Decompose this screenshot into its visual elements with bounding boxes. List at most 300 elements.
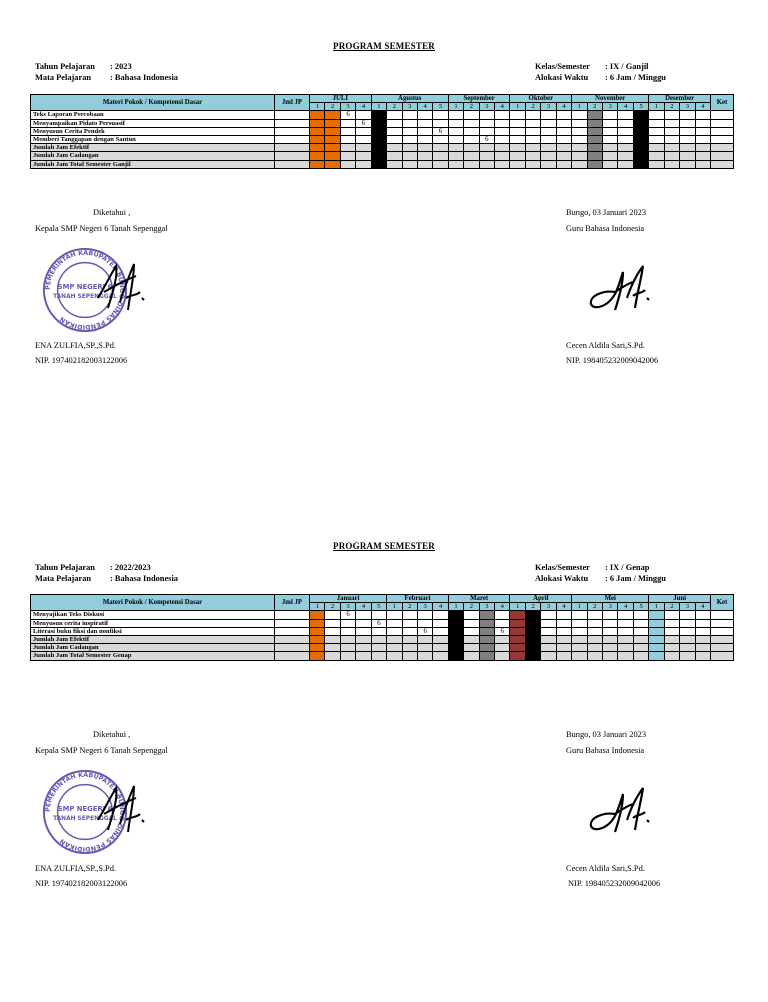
table-row <box>31 127 734 135</box>
week-header: 1 <box>387 603 402 611</box>
meta-left <box>35 61 178 83</box>
week-header: 3 <box>417 603 432 611</box>
row-label: Literasi buku fiksi dan nonfiksi <box>31 627 275 635</box>
week-cell <box>417 152 432 160</box>
table-row <box>31 160 734 168</box>
meta-right <box>535 562 666 584</box>
week-header: 2 <box>525 103 540 111</box>
week-cell <box>556 635 571 643</box>
week-cell <box>402 635 417 643</box>
week-cell <box>448 144 463 152</box>
month-header: Desember <box>649 95 711 103</box>
week-header: 2 <box>402 603 417 611</box>
mapel-label: Mata Pelajaran <box>35 574 92 583</box>
week-cell <box>572 627 587 635</box>
week-cell <box>387 119 402 127</box>
week-cell <box>572 119 587 127</box>
row-ket <box>711 111 734 119</box>
week-header: 3 <box>541 103 556 111</box>
week-cell <box>618 111 633 119</box>
week-cell <box>417 619 432 627</box>
row-label: Jumlah Jam Efektif <box>31 635 275 643</box>
week-cell <box>325 652 340 660</box>
week-cell <box>387 152 402 160</box>
svg-text:SMP NEGERI 6: SMP NEGERI 6 <box>57 283 113 292</box>
week-cell <box>417 135 432 143</box>
week-cell <box>340 619 355 627</box>
week-cell <box>541 127 556 135</box>
tahun-value: : 2023 <box>110 62 132 71</box>
week-cell <box>572 144 587 152</box>
week-cell <box>556 144 571 152</box>
week-header: 3 <box>479 103 494 111</box>
week-cell <box>510 127 525 135</box>
week-cell <box>695 644 710 652</box>
right-place-date: Bungo, 03 Januari 2023 <box>566 730 647 739</box>
row-jp <box>275 111 310 119</box>
table-row <box>31 611 734 619</box>
week-cell <box>387 160 402 168</box>
kelas-label: Kelas/Semester <box>535 563 590 572</box>
week-cell <box>310 627 325 635</box>
week-cell <box>325 119 340 127</box>
week-cell <box>603 652 618 660</box>
week-cell <box>541 652 556 660</box>
week-cell <box>556 652 571 660</box>
week-cell <box>417 127 432 135</box>
kelas-label: Kelas/Semester <box>535 62 590 71</box>
week-cell <box>510 135 525 143</box>
left-name: ENA ZULFIA,SP.,S.Pd. <box>35 864 116 873</box>
week-cell <box>510 635 525 643</box>
row-jp <box>275 652 310 660</box>
week-cell <box>417 635 432 643</box>
week-cell <box>510 119 525 127</box>
week-header: 4 <box>695 603 710 611</box>
week-header: 4 <box>433 603 448 611</box>
week-cell <box>340 152 355 160</box>
week-cell <box>402 652 417 660</box>
week-cell <box>695 119 710 127</box>
headmaster-signature-icon <box>90 780 150 840</box>
week-cell <box>510 160 525 168</box>
week-cell <box>587 144 602 152</box>
week-cell <box>387 644 402 652</box>
week-cell <box>680 127 695 135</box>
week-cell <box>402 144 417 152</box>
week-cell <box>680 160 695 168</box>
kelas-value: : IX / Ganjil <box>605 62 649 71</box>
week-cell <box>633 619 648 627</box>
week-cell <box>387 611 402 619</box>
week-cell <box>664 627 679 635</box>
week-cell <box>325 111 340 119</box>
row-ket <box>711 635 734 643</box>
row-label: Jumlah Jam Total Semester Genap <box>31 652 275 660</box>
svg-text:PEMERINTAH KABUPATEN BUNGO DIN: PEMERINTAH KABUPATEN BUNGO DINAS PENDIDIKAN <box>44 771 126 853</box>
week-cell <box>556 160 571 168</box>
alokasi-label: Alokasi Waktu <box>535 574 589 583</box>
week-cell <box>603 611 618 619</box>
week-cell <box>479 611 494 619</box>
week-cell <box>664 611 679 619</box>
week-cell <box>479 644 494 652</box>
week-cell <box>541 135 556 143</box>
week-cell <box>587 627 602 635</box>
week-cell <box>525 160 540 168</box>
week-cell <box>603 644 618 652</box>
week-cell <box>618 635 633 643</box>
week-cell <box>325 152 340 160</box>
week-cell <box>633 119 648 127</box>
week-cell <box>525 135 540 143</box>
week-cell <box>356 152 371 160</box>
week-cell <box>417 652 432 660</box>
table-row <box>31 627 734 635</box>
week-cell <box>664 127 679 135</box>
week-cell <box>649 127 664 135</box>
week-cell: 6 <box>495 627 510 635</box>
row-ket <box>711 652 734 660</box>
week-cell <box>310 160 325 168</box>
week-cell <box>402 611 417 619</box>
week-cell <box>572 127 587 135</box>
row-ket <box>711 119 734 127</box>
table-row <box>31 111 734 119</box>
week-cell <box>448 111 463 119</box>
week-header: 3 <box>340 103 355 111</box>
semester-ganjil <box>0 0 768 500</box>
week-header: 1 <box>510 103 525 111</box>
table-row <box>31 652 734 660</box>
week-cell <box>356 619 371 627</box>
week-cell <box>402 619 417 627</box>
week-cell <box>649 152 664 160</box>
week-cell <box>695 152 710 160</box>
week-cell <box>356 627 371 635</box>
week-cell <box>356 111 371 119</box>
week-header: 1 <box>649 103 664 111</box>
svg-text:TANAH SEPENGGAL: TANAH SEPENGGAL <box>53 815 117 822</box>
week-cell <box>371 635 386 643</box>
table-row <box>31 635 734 643</box>
week-cell <box>695 160 710 168</box>
week-cell <box>680 152 695 160</box>
table-row <box>31 644 734 652</box>
week-cell <box>572 644 587 652</box>
week-cell <box>618 644 633 652</box>
week-header: 1 <box>310 103 325 111</box>
week-cell <box>664 119 679 127</box>
row-jp <box>275 160 310 168</box>
week-cell <box>649 635 664 643</box>
svg-text:SMP NEGERI 6: SMP NEGERI 6 <box>57 805 113 814</box>
week-cell <box>556 111 571 119</box>
week-cell <box>587 152 602 160</box>
week-cell <box>541 119 556 127</box>
week-cell <box>402 160 417 168</box>
week-cell <box>433 652 448 660</box>
week-cell <box>356 135 371 143</box>
week-cell <box>525 611 540 619</box>
week-cell <box>433 644 448 652</box>
week-cell <box>618 627 633 635</box>
week-cell <box>525 152 540 160</box>
week-cell <box>664 152 679 160</box>
week-header: 5 <box>633 103 648 111</box>
row-jp <box>275 144 310 152</box>
tahun-value: : 2022/2023 <box>110 563 151 572</box>
week-cell <box>495 160 510 168</box>
week-cell <box>587 127 602 135</box>
left-role: Kepala SMP Negeri 6 Tanah Sepenggal <box>35 746 168 755</box>
week-cell <box>556 644 571 652</box>
week-cell <box>541 111 556 119</box>
week-cell <box>325 635 340 643</box>
headmaster-signature-icon <box>90 258 150 318</box>
table-row <box>31 144 734 152</box>
week-header: 1 <box>572 603 587 611</box>
week-header: 3 <box>402 103 417 111</box>
week-cell <box>495 152 510 160</box>
week-header: 2 <box>325 103 340 111</box>
week-cell <box>525 652 540 660</box>
week-cell <box>633 127 648 135</box>
week-cell <box>448 160 463 168</box>
week-cell <box>402 152 417 160</box>
row-label: Menyampaikan Pidato Persuasif <box>31 119 275 127</box>
week-cell <box>603 152 618 160</box>
week-cell <box>618 619 633 627</box>
week-cell <box>371 627 386 635</box>
week-cell <box>495 144 510 152</box>
week-cell <box>510 644 525 652</box>
week-cell <box>433 144 448 152</box>
week-cell <box>448 644 463 652</box>
week-cell <box>310 111 325 119</box>
week-cell <box>433 611 448 619</box>
week-header: 3 <box>603 603 618 611</box>
week-cell <box>433 111 448 119</box>
week-cell <box>464 652 479 660</box>
week-cell <box>525 127 540 135</box>
week-cell <box>618 652 633 660</box>
row-label: Menyusun cerita inspiratif <box>31 619 275 627</box>
week-cell <box>356 611 371 619</box>
week-cell <box>464 135 479 143</box>
right-place-date: Bungo, 03 Januari 2023 <box>566 208 647 217</box>
week-cell <box>310 119 325 127</box>
week-cell <box>618 611 633 619</box>
week-cell <box>325 611 340 619</box>
week-cell <box>649 619 664 627</box>
teacher-signature-icon <box>585 262 655 318</box>
week-cell <box>680 611 695 619</box>
week-cell <box>464 644 479 652</box>
week-cell <box>680 111 695 119</box>
week-cell <box>464 627 479 635</box>
row-jp <box>275 627 310 635</box>
left-title: Diketahui , <box>93 730 131 739</box>
week-cell <box>479 627 494 635</box>
week-cell <box>680 635 695 643</box>
week-cell <box>402 135 417 143</box>
week-cell <box>479 619 494 627</box>
week-cell <box>618 152 633 160</box>
week-cell <box>479 144 494 152</box>
week-header: 4 <box>618 103 633 111</box>
week-cell <box>479 119 494 127</box>
week-cell <box>541 644 556 652</box>
week-cell <box>310 144 325 152</box>
week-cell <box>464 611 479 619</box>
mapel-value: : Bahasa Indonesia <box>110 73 178 82</box>
week-cell <box>618 160 633 168</box>
table-row <box>31 135 734 143</box>
week-cell <box>310 611 325 619</box>
week-cell <box>633 611 648 619</box>
week-cell <box>649 644 664 652</box>
week-cell <box>479 652 494 660</box>
week-cell <box>633 627 648 635</box>
week-cell <box>680 119 695 127</box>
alokasi-label: Alokasi Waktu <box>535 73 589 82</box>
week-cell <box>525 111 540 119</box>
week-cell <box>495 619 510 627</box>
week-cell <box>387 635 402 643</box>
week-cell <box>572 111 587 119</box>
week-cell <box>464 152 479 160</box>
week-cell <box>417 611 432 619</box>
week-cell <box>633 144 648 152</box>
week-cell <box>541 152 556 160</box>
week-cell <box>556 611 571 619</box>
week-cell <box>356 144 371 152</box>
month-header: Februari <box>387 595 449 603</box>
week-cell <box>310 635 325 643</box>
row-label: Jumlah Jam Cadangan <box>31 644 275 652</box>
week-header: 4 <box>417 103 432 111</box>
table-row <box>31 619 734 627</box>
week-cell <box>340 652 355 660</box>
week-cell <box>695 111 710 119</box>
week-cell <box>649 119 664 127</box>
week-cell <box>371 119 386 127</box>
table-row <box>31 152 734 160</box>
week-cell <box>387 111 402 119</box>
week-cell <box>433 119 448 127</box>
week-header: 4 <box>495 103 510 111</box>
week-cell <box>433 135 448 143</box>
row-ket <box>711 152 734 160</box>
week-cell <box>417 111 432 119</box>
week-cell <box>433 152 448 160</box>
meta-right <box>535 61 666 83</box>
week-header: 2 <box>587 603 602 611</box>
semester-genap <box>0 500 768 1002</box>
week-cell <box>649 144 664 152</box>
week-cell <box>664 619 679 627</box>
week-header: 2 <box>325 603 340 611</box>
week-cell <box>402 644 417 652</box>
week-cell <box>464 127 479 135</box>
week-cell <box>633 652 648 660</box>
week-cell <box>695 627 710 635</box>
row-label: Jumlah Jam Efektif <box>31 144 275 152</box>
week-cell <box>448 611 463 619</box>
week-header: 4 <box>556 603 571 611</box>
week-cell <box>325 644 340 652</box>
month-header: Oktober <box>510 95 572 103</box>
left-role: Kepala SMP Negeri 6 Tanah Sepenggal <box>35 224 168 233</box>
week-cell <box>495 635 510 643</box>
row-jp <box>275 119 310 127</box>
week-cell <box>680 652 695 660</box>
week-header: 1 <box>448 603 463 611</box>
week-cell <box>356 160 371 168</box>
week-cell <box>572 152 587 160</box>
week-header: 5 <box>433 103 448 111</box>
col-materi-header: Materi Pokok / Kompetensi Dasar <box>31 95 275 111</box>
svg-text:TANAH SEPENGGAL: TANAH SEPENGGAL <box>53 293 117 300</box>
schedule-table <box>30 94 734 169</box>
page-title: PROGRAM SEMESTER <box>333 41 435 51</box>
meta-left <box>35 562 178 584</box>
svg-text:PEMERINTAH KABUPATEN BUNGO DIN: PEMERINTAH KABUPATEN BUNGO DINAS PENDIDIKAN <box>44 249 126 331</box>
week-cell <box>525 644 540 652</box>
week-cell <box>525 619 540 627</box>
week-cell <box>310 644 325 652</box>
week-cell <box>340 627 355 635</box>
row-ket <box>711 611 734 619</box>
week-header: 4 <box>495 603 510 611</box>
row-ket <box>711 160 734 168</box>
week-cell <box>556 135 571 143</box>
week-cell <box>433 627 448 635</box>
week-cell <box>664 644 679 652</box>
week-cell <box>664 135 679 143</box>
week-cell <box>695 144 710 152</box>
week-cell <box>618 135 633 143</box>
right-role: Guru Bahasa Indonesia <box>566 746 645 755</box>
week-header: 4 <box>618 603 633 611</box>
mapel-value: : Bahasa Indonesia <box>110 574 178 583</box>
week-cell <box>587 644 602 652</box>
week-cell <box>479 111 494 119</box>
col-ket-header: Ket <box>711 595 734 611</box>
week-cell <box>495 611 510 619</box>
month-header: November <box>572 95 649 103</box>
row-ket <box>711 127 734 135</box>
alokasi-value: : 6 Jam / Minggu <box>605 73 666 82</box>
week-cell <box>340 127 355 135</box>
week-cell <box>387 127 402 135</box>
left-nip: NIP. 197402182003122006 <box>35 879 128 888</box>
week-cell <box>356 652 371 660</box>
week-cell <box>495 111 510 119</box>
week-cell <box>340 635 355 643</box>
week-cell <box>310 127 325 135</box>
week-cell <box>495 127 510 135</box>
week-cell <box>371 111 386 119</box>
left-title: Diketahui , <box>93 208 131 217</box>
week-cell <box>495 644 510 652</box>
week-cell <box>556 127 571 135</box>
week-cell <box>541 160 556 168</box>
right-name: Cecen Aldila Sari,S.Pd. <box>566 864 645 873</box>
week-cell <box>603 127 618 135</box>
week-cell <box>603 119 618 127</box>
